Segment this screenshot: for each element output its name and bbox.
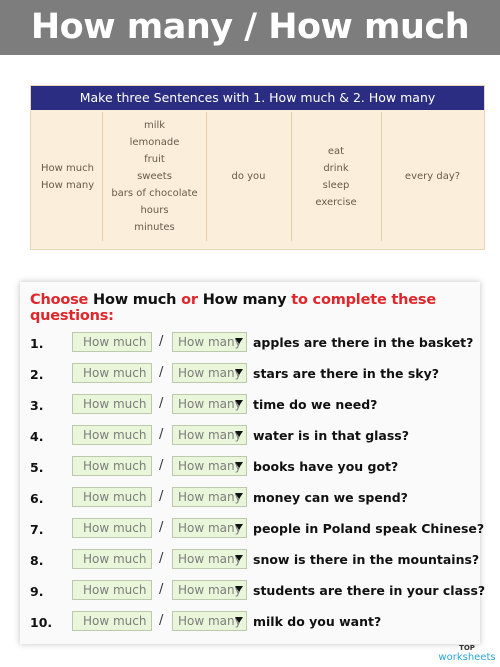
separator: / [159, 334, 164, 349]
table-cell: bars of chocolate [111, 188, 198, 199]
instruction-part: How much [93, 292, 177, 308]
dropdown-arrow-icon[interactable] [235, 493, 243, 499]
instruction-part: or [181, 292, 198, 308]
dropdown-value: How many [178, 614, 242, 628]
question-number: 3. [30, 398, 44, 413]
table-cell: sweets [137, 171, 172, 182]
table-cell: every day? [404, 171, 461, 182]
separator: / [159, 613, 164, 628]
question-number: 9. [30, 584, 44, 599]
separator: / [159, 396, 164, 411]
question-number: 5. [30, 460, 44, 475]
table-cell: fruit [144, 154, 165, 165]
answer-input[interactable]: How much [72, 518, 152, 538]
separator: / [159, 458, 164, 473]
table-cell: sleep [322, 179, 350, 191]
instruction [30, 292, 480, 324]
table-cell: do you [231, 171, 266, 182]
answer-input[interactable]: How much [72, 394, 152, 414]
question-row [30, 549, 480, 575]
exercise-card [20, 282, 486, 644]
question-text: snow is there in the mountains? [253, 552, 480, 567]
table-column-verbs [291, 112, 382, 241]
dropdown-value: How many [178, 397, 242, 411]
answer-dropdown[interactable] [172, 394, 247, 414]
table-cell: How much [41, 162, 94, 174]
dropdown-arrow-icon[interactable] [235, 524, 243, 530]
instruction-part: Choose [30, 292, 89, 308]
table-cell: drink [323, 162, 349, 174]
separator: / [159, 427, 164, 442]
dropdown-value: How many [178, 459, 242, 473]
question-row [30, 518, 485, 544]
separator: / [159, 520, 164, 535]
question-row [30, 332, 475, 358]
dropdown-value: How many [178, 521, 242, 535]
answer-input[interactable]: How much [72, 549, 152, 569]
dropdown-value: How many [178, 490, 242, 504]
question-row [30, 456, 475, 482]
answer-input[interactable]: How much [72, 611, 152, 631]
dropdown-arrow-icon[interactable] [235, 586, 243, 592]
question-text: milk do you want? [253, 614, 382, 629]
answer-input[interactable]: How much [72, 425, 152, 445]
answer-dropdown[interactable] [172, 332, 247, 352]
table-column-question [31, 112, 103, 241]
table-columns [31, 112, 484, 241]
answer-dropdown[interactable] [172, 611, 247, 631]
question-number: 8. [30, 553, 44, 568]
dropdown-arrow-icon[interactable] [235, 369, 243, 375]
instruction-part: How many [202, 292, 287, 308]
answer-input[interactable]: How much [72, 580, 152, 600]
table-column-nouns [103, 112, 207, 241]
question-text: students are there in your class? [253, 583, 486, 598]
dropdown-value: How many [178, 552, 242, 566]
page-title: How many / How much [0, 0, 500, 55]
question-text: books have you got? [253, 459, 399, 474]
dropdown-arrow-icon[interactable] [235, 617, 243, 623]
table-header: Make three Sentences with 1. How much & 2. How many [31, 86, 484, 110]
answer-input[interactable]: How much [72, 363, 152, 383]
answer-dropdown[interactable] [172, 487, 247, 507]
table-cell: lemonade [129, 137, 180, 148]
answer-input[interactable]: How much [72, 456, 152, 476]
dropdown-value: How many [178, 335, 242, 349]
dropdown-arrow-icon[interactable] [235, 338, 243, 344]
dropdown-arrow-icon[interactable] [235, 400, 243, 406]
table-cell: How many [41, 179, 95, 191]
question-number: 4. [30, 429, 44, 444]
dropdown-arrow-icon[interactable] [235, 431, 243, 437]
question-number: 1. [30, 336, 44, 351]
logo-text: worksheets [438, 652, 496, 663]
question-row [30, 487, 475, 513]
table-column-subject [206, 112, 292, 241]
answer-dropdown[interactable] [172, 456, 247, 476]
dropdown-value: How many [178, 366, 242, 380]
question-row [30, 611, 475, 637]
question-row [30, 363, 475, 389]
answer-dropdown[interactable] [172, 580, 247, 600]
dropdown-arrow-icon[interactable] [235, 462, 243, 468]
instruction-part: to complete these questions: [30, 292, 436, 324]
question-number: 6. [30, 491, 44, 506]
dropdown-value: How many [178, 583, 242, 597]
question-text: water is in that glass? [253, 428, 409, 443]
answer-dropdown[interactable] [172, 518, 247, 538]
separator: / [159, 551, 164, 566]
topworksheets-logo[interactable] [437, 643, 497, 663]
table-cell: eat [327, 145, 345, 157]
table-cell: exercise [315, 196, 357, 208]
answer-dropdown[interactable] [172, 363, 247, 383]
question-row [30, 394, 475, 420]
question-text: people in Poland speak Chinese? [253, 521, 485, 536]
question-row [30, 580, 486, 606]
question-text: money can we spend? [253, 490, 408, 505]
question-number: 7. [30, 522, 44, 537]
question-text: time do we need? [253, 397, 378, 412]
answer-input[interactable]: How much [72, 332, 152, 352]
question-row [30, 425, 475, 451]
question-text: apples are there in the basket? [253, 335, 474, 350]
answer-dropdown[interactable] [172, 425, 247, 445]
table-cell: milk [143, 120, 166, 131]
separator: / [159, 365, 164, 380]
answer-input[interactable]: How much [72, 487, 152, 507]
dropdown-arrow-icon[interactable] [235, 555, 243, 561]
table-cell: hours [140, 205, 169, 216]
dropdown-value: How many [178, 428, 242, 442]
table-column-time [381, 112, 484, 241]
question-number: 2. [30, 367, 44, 382]
answer-dropdown[interactable] [172, 549, 247, 569]
table-cell: minutes [134, 222, 175, 233]
separator: / [159, 489, 164, 504]
question-number: 10. [30, 615, 53, 630]
question-text: stars are there in the sky? [253, 366, 439, 381]
vocabulary-table-image [30, 85, 485, 250]
separator: / [159, 582, 164, 597]
logo-text: TOP [459, 644, 475, 652]
